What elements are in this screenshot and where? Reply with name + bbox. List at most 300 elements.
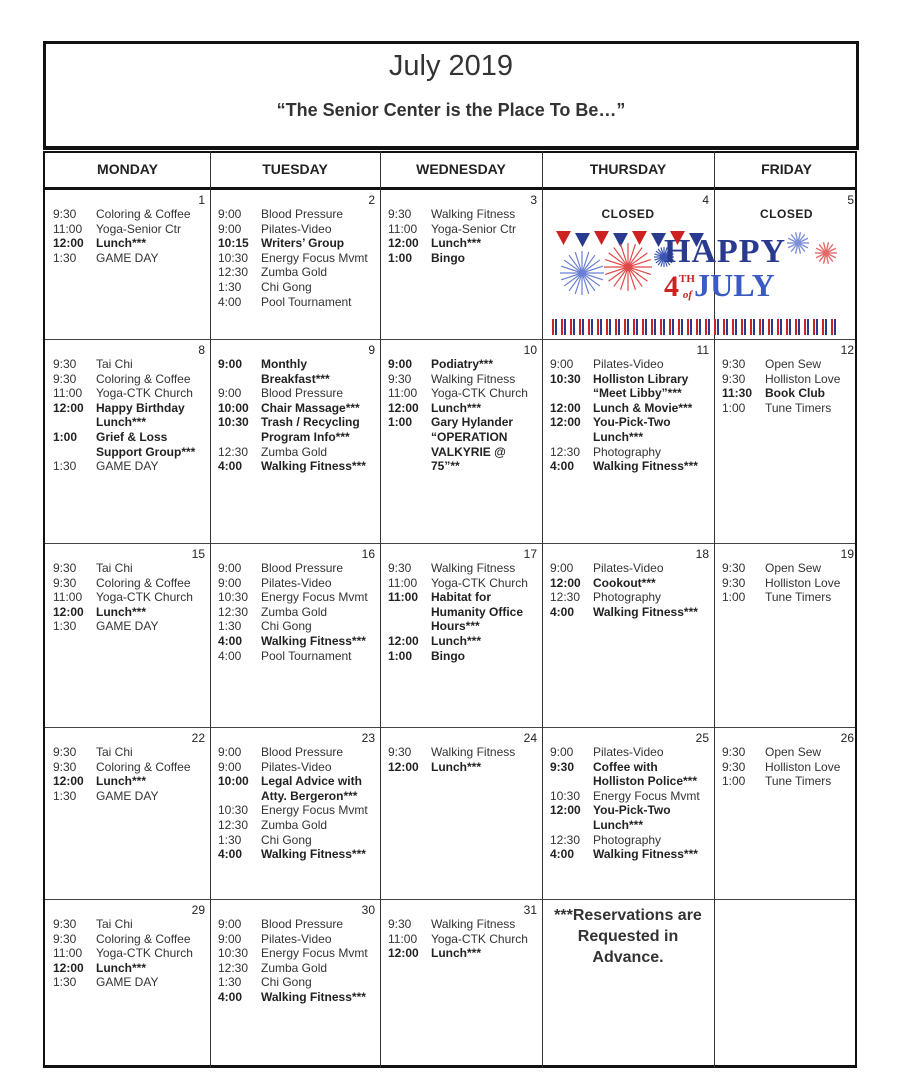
event-activity: Legal Advice with Atty. Bergeron*** <box>261 774 362 803</box>
event-activity: Lunch*** <box>431 633 482 648</box>
event-time: 9:30 <box>53 745 77 759</box>
event-item <box>218 745 374 760</box>
event-item <box>218 236 374 251</box>
event-activity: Tai Chi <box>96 917 133 931</box>
event-time: 1:30 <box>218 975 242 990</box>
event-time: 10:30 <box>218 250 249 265</box>
event-activity: Energy Focus Mvmt <box>261 803 368 818</box>
event-item <box>53 590 204 605</box>
event-item <box>388 649 536 664</box>
event-activity: Walking Fitness <box>431 371 516 386</box>
day-number: 12 <box>840 343 854 357</box>
event-activity: Open Sew <box>765 745 822 759</box>
event-time: 4:00 <box>550 459 575 474</box>
event-activity: Trash / Recycling Program Info*** <box>261 415 360 444</box>
event-time: 11:00 <box>388 386 418 401</box>
event-activity: Coffee with Holliston Police*** <box>593 759 698 789</box>
event-time: 12:30 <box>218 604 249 619</box>
event-activity: Tune Timers <box>765 774 832 789</box>
event-activity: Cookout*** <box>593 575 656 590</box>
event-time: 1:30 <box>53 459 77 474</box>
event-item <box>722 590 853 605</box>
day-number: 4 <box>702 193 709 207</box>
event-time: 9:30 <box>388 917 412 931</box>
event-item <box>218 590 374 605</box>
day-header-friday: FRIDAY <box>761 161 812 177</box>
event-time: 9:00 <box>388 357 413 371</box>
event-activity: Lunch*** <box>96 960 147 975</box>
event-list <box>53 207 204 265</box>
event-item <box>388 207 536 222</box>
event-time: 9:00 <box>218 917 242 931</box>
event-item <box>550 576 708 591</box>
event-time: 9:00 <box>218 759 242 774</box>
event-item <box>388 745 536 760</box>
event-time: 10:30 <box>218 590 249 605</box>
event-activity: Lunch*** <box>431 759 482 774</box>
day-cell <box>210 543 380 727</box>
day-cell <box>542 899 714 1068</box>
event-item <box>722 357 853 372</box>
event-item <box>550 745 708 760</box>
event-activity: Grief & Loss Support Group*** <box>96 429 196 459</box>
event-time: 10:30 <box>218 415 249 430</box>
event-time: 12:30 <box>550 590 581 605</box>
calendar-grid <box>43 151 857 1068</box>
event-activity: Coloring & Coffee <box>96 931 191 946</box>
reservation-note: ***Reservations are Requested in Advance. <box>554 907 702 966</box>
event-item <box>53 975 204 990</box>
day-cell <box>380 189 542 339</box>
event-item <box>218 833 374 848</box>
event-time: 11:00 <box>388 590 419 605</box>
event-item <box>218 295 374 310</box>
event-item <box>218 619 374 634</box>
day-cell <box>714 189 859 339</box>
event-time: 1:00 <box>388 415 413 430</box>
event-activity: Pilates-Video <box>261 931 332 946</box>
event-time: 12:30 <box>218 817 249 832</box>
event-item <box>218 561 374 576</box>
event-item <box>53 561 204 576</box>
event-list <box>388 561 536 663</box>
event-item <box>53 430 204 459</box>
event-activity: Lunch*** <box>431 236 482 251</box>
event-activity: Podiatry*** <box>431 357 494 371</box>
event-item <box>218 265 374 280</box>
event-activity: Lunch*** <box>431 400 482 415</box>
event-time: 12:00 <box>53 960 84 975</box>
event-time: 9:30 <box>53 759 77 774</box>
event-time: 12:30 <box>218 265 249 280</box>
day-number: 24 <box>523 731 537 745</box>
event-item <box>550 415 708 444</box>
event-activity: GAME DAY <box>96 788 159 803</box>
event-list <box>218 745 374 862</box>
event-activity: You-Pick-Two Lunch*** <box>593 415 671 444</box>
event-activity: Walking Fitness <box>431 561 516 575</box>
event-activity: GAME DAY <box>96 459 159 474</box>
event-item <box>388 917 536 932</box>
event-time: 9:30 <box>388 561 412 575</box>
day-cell <box>210 339 380 543</box>
event-activity: Yoga-CTK Church <box>96 386 193 401</box>
event-activity: Walking Fitness*** <box>593 459 698 474</box>
event-activity: You-Pick-Two Lunch*** <box>593 803 671 832</box>
event-activity: Zumba Gold <box>261 604 328 619</box>
event-activity: Pilates-Video <box>261 575 332 590</box>
event-time: 9:30 <box>722 561 746 575</box>
event-time: 9:30 <box>53 561 77 575</box>
event-activity: Energy Focus Mvmt <box>261 946 368 961</box>
event-activity: Holliston Love <box>765 371 841 386</box>
event-activity: Pilates-Video <box>261 759 332 774</box>
event-activity: Lunch*** <box>96 236 147 251</box>
event-activity: Tai Chi <box>96 745 133 759</box>
event-activity: GAME DAY <box>96 250 159 265</box>
event-item <box>388 236 536 251</box>
event-item <box>722 745 853 760</box>
event-activity: Book Club <box>765 386 825 401</box>
event-time: 1:00 <box>388 250 413 265</box>
event-item <box>550 459 708 474</box>
event-time: 4:00 <box>550 604 575 619</box>
event-item <box>550 445 708 460</box>
event-item <box>722 760 853 775</box>
event-item <box>218 847 374 862</box>
event-item <box>550 401 708 416</box>
event-item <box>218 222 374 237</box>
event-activity: Walking Fitness*** <box>261 989 366 1004</box>
event-item <box>218 946 374 961</box>
event-time: 12:00 <box>388 633 419 648</box>
event-time: 11:00 <box>388 931 418 946</box>
event-list <box>53 561 204 634</box>
event-time: 4:00 <box>218 459 243 474</box>
event-item <box>218 459 374 474</box>
day-header-monday: MONDAY <box>97 161 158 177</box>
event-time: 9:00 <box>550 561 574 575</box>
event-activity: Blood Pressure <box>261 917 344 931</box>
calendar-header <box>43 41 859 150</box>
day-number: 30 <box>361 903 375 917</box>
event-activity: Blood Pressure <box>261 386 344 401</box>
day-cell <box>542 339 714 543</box>
event-activity: GAME DAY <box>96 619 159 634</box>
event-item <box>53 619 204 634</box>
event-activity: Bingo <box>431 648 465 663</box>
event-activity: Happy Birthday Lunch*** <box>96 400 185 430</box>
event-time: 11:00 <box>53 386 83 401</box>
event-list <box>53 745 204 803</box>
closed-label: CLOSED <box>601 207 655 221</box>
day-cell <box>380 899 542 1068</box>
event-activity: Yoga-CTK Church <box>431 386 528 401</box>
event-item <box>53 401 204 430</box>
event-item <box>218 961 374 976</box>
event-item <box>218 803 374 818</box>
event-item <box>722 576 853 591</box>
event-item <box>53 605 204 620</box>
event-time: 9:30 <box>722 759 746 774</box>
event-item <box>218 386 374 401</box>
event-item <box>388 634 536 649</box>
day-cell <box>45 899 210 1068</box>
event-item <box>53 745 204 760</box>
event-time: 12:30 <box>550 444 581 459</box>
event-activity: Yoga-Senior Ctr <box>96 221 181 236</box>
event-time: 10:00 <box>218 774 249 789</box>
event-item <box>53 946 204 961</box>
day-cell <box>45 339 210 543</box>
event-item <box>218 917 374 932</box>
event-time: 4:00 <box>218 294 242 309</box>
event-activity: Tune Timers <box>765 400 832 415</box>
event-time: 1:30 <box>218 832 242 847</box>
event-item <box>550 760 708 789</box>
day-cell <box>45 727 210 899</box>
event-time: 4:00 <box>550 847 575 862</box>
event-time: 11:30 <box>722 386 753 401</box>
event-activity: Walking Fitness <box>431 917 516 931</box>
event-time: 1:00 <box>722 400 746 415</box>
event-time: 11:00 <box>53 590 83 605</box>
event-list <box>218 207 374 309</box>
event-time: 4:00 <box>218 847 243 862</box>
event-time: 12:00 <box>550 400 581 415</box>
event-time: 9:30 <box>722 357 746 371</box>
banner-4: 4 <box>664 270 679 303</box>
event-list <box>53 357 204 474</box>
event-time: 12:00 <box>550 575 581 590</box>
day-number: 22 <box>191 731 205 745</box>
calendar-title: July 2019 <box>388 50 514 82</box>
event-time: 9:00 <box>550 357 574 371</box>
event-list <box>722 745 853 789</box>
event-activity: Yoga-Senior Ctr <box>431 221 516 236</box>
day-cell <box>714 727 859 899</box>
event-time: 1:30 <box>53 788 77 803</box>
event-time: 11:00 <box>388 575 418 590</box>
event-activity: Lunch*** <box>96 774 147 789</box>
event-item <box>550 833 708 848</box>
event-activity: Energy Focus Mvmt <box>593 788 700 803</box>
event-item <box>218 445 374 460</box>
event-activity: Energy Focus Mvmt <box>261 590 368 605</box>
day-number: 26 <box>840 731 854 745</box>
day-number: 2 <box>368 193 375 207</box>
event-list <box>722 561 853 605</box>
event-activity: Pilates-Video <box>593 357 664 371</box>
day-cell <box>542 543 714 727</box>
event-activity: Walking Fitness*** <box>593 604 698 619</box>
event-activity: Walking Fitness*** <box>261 459 366 474</box>
event-time: 9:30 <box>53 357 77 371</box>
event-item <box>53 760 204 775</box>
event-activity: Coloring & Coffee <box>96 575 191 590</box>
banner-of: of <box>682 289 693 301</box>
event-time: 9:30 <box>53 207 77 221</box>
event-item <box>53 357 204 372</box>
fireworks-icon <box>780 229 840 269</box>
day-cell <box>380 727 542 899</box>
event-activity: Pool Tournament <box>261 294 352 309</box>
event-time: 9:00 <box>218 575 242 590</box>
event-time: 1:00 <box>53 429 78 444</box>
event-time: 9:00 <box>218 745 242 759</box>
event-time: 12:00 <box>388 946 419 961</box>
event-item <box>388 222 536 237</box>
event-item <box>218 401 374 416</box>
event-list <box>550 561 708 619</box>
event-list <box>218 357 374 474</box>
event-item <box>53 236 204 251</box>
event-time: 4:00 <box>218 648 242 663</box>
event-item <box>53 222 204 237</box>
event-activity: Zumba Gold <box>261 444 328 459</box>
day-number: 3 <box>530 193 537 207</box>
event-time: 1:30 <box>218 279 242 294</box>
event-item <box>388 386 536 401</box>
event-time: 9:30 <box>388 371 412 386</box>
event-activity: Coloring & Coffee <box>96 207 191 221</box>
event-item <box>218 932 374 947</box>
event-time: 10:30 <box>550 371 581 386</box>
day-cell <box>714 339 859 543</box>
event-activity: Tai Chi <box>96 357 133 371</box>
event-time: 9:00 <box>218 931 242 946</box>
day-cell <box>45 543 210 727</box>
event-list <box>53 917 204 990</box>
event-item <box>53 774 204 789</box>
event-item <box>388 590 536 634</box>
event-list <box>218 917 374 1005</box>
event-time: 12:00 <box>550 803 581 818</box>
event-item <box>53 386 204 401</box>
event-activity: Pilates-Video <box>593 561 664 575</box>
event-time: 12:00 <box>53 604 84 619</box>
day-number: 23 <box>361 731 375 745</box>
event-time: 12:30 <box>218 444 249 459</box>
event-item <box>550 372 708 401</box>
event-item <box>550 803 708 832</box>
event-item <box>53 917 204 932</box>
event-time: 9:30 <box>53 931 77 946</box>
event-activity: Pilates-Video <box>261 221 332 236</box>
event-item <box>218 576 374 591</box>
event-item <box>722 774 853 789</box>
day-number: 5 <box>847 193 854 207</box>
event-activity: Bingo <box>431 250 465 265</box>
event-activity: Yoga-CTK Church <box>96 946 193 961</box>
event-item <box>388 415 536 473</box>
event-activity: Holliston Love <box>765 575 841 590</box>
event-activity: Walking Fitness <box>431 207 516 221</box>
event-activity: Zumba Gold <box>261 960 328 975</box>
event-time: 11:00 <box>388 221 418 236</box>
event-time: 11:00 <box>53 946 83 961</box>
day-number: 19 <box>840 547 854 561</box>
event-time: 9:30 <box>53 917 77 931</box>
event-time: 9:30 <box>388 207 412 221</box>
event-item <box>218 649 374 664</box>
event-activity: Holliston Library “Meet Libby”*** <box>593 371 689 401</box>
event-item <box>218 207 374 222</box>
event-item <box>550 357 708 372</box>
event-activity: Coloring & Coffee <box>96 759 191 774</box>
day-header-wednesday: WEDNESDAY <box>416 161 506 177</box>
day-number: 29 <box>191 903 205 917</box>
event-time: 1:30 <box>53 619 77 634</box>
event-time: 12:30 <box>550 832 581 847</box>
event-item <box>388 401 536 416</box>
day-cell <box>210 189 380 339</box>
event-time: 9:30 <box>722 575 746 590</box>
event-activity: Walking Fitness*** <box>261 633 366 648</box>
day-number: 10 <box>523 343 537 357</box>
event-activity: Zumba Gold <box>261 265 328 280</box>
banner-happy-text: HAPPY <box>664 233 787 270</box>
event-item <box>550 847 708 862</box>
event-time: 12:00 <box>53 400 84 415</box>
event-time: 9:00 <box>218 357 243 371</box>
day-cell <box>542 189 787 339</box>
event-item <box>218 990 374 1005</box>
event-time: 9:30 <box>53 575 77 590</box>
calendar-subtitle: “The Senior Center is the Place To Be…” <box>276 100 626 120</box>
event-activity: Monthly Breakfast*** <box>261 357 330 386</box>
day-cell <box>210 727 380 899</box>
event-item <box>53 251 204 266</box>
event-item <box>388 372 536 387</box>
event-time: 10:30 <box>550 788 581 803</box>
event-activity: Photography <box>593 590 662 605</box>
event-activity: Holliston Love <box>765 759 841 774</box>
event-activity: Blood Pressure <box>261 745 344 759</box>
event-item <box>218 415 374 444</box>
event-time: 4:00 <box>218 989 243 1004</box>
day-number: 8 <box>198 343 205 357</box>
event-activity: Coloring & Coffee <box>96 371 191 386</box>
day-number: 11 <box>696 343 709 357</box>
event-activity: Tune Timers <box>765 590 832 605</box>
event-time: 9:00 <box>218 561 242 575</box>
event-activity: Lunch*** <box>96 604 147 619</box>
event-item <box>218 280 374 295</box>
event-item <box>218 774 374 803</box>
event-time: 12:00 <box>388 400 419 415</box>
event-list <box>388 207 536 265</box>
event-item <box>722 386 853 401</box>
event-time: 10:30 <box>218 946 249 961</box>
event-item <box>53 207 204 222</box>
event-item <box>388 932 536 947</box>
event-activity: Lunch & Movie*** <box>593 400 693 415</box>
event-activity: Chi Gong <box>261 832 312 847</box>
event-item <box>722 372 853 387</box>
event-item <box>53 459 204 474</box>
event-activity: Photography <box>593 444 662 459</box>
event-item <box>53 372 204 387</box>
event-item <box>388 357 536 372</box>
event-activity: Habitat for Humanity Office Hours*** <box>431 590 524 634</box>
event-item <box>550 590 708 605</box>
event-item <box>550 605 708 620</box>
event-time: 1:30 <box>53 250 77 265</box>
event-activity: Walking Fitness*** <box>261 847 366 862</box>
event-activity: Blood Pressure <box>261 207 344 221</box>
event-activity: Yoga-CTK Church <box>431 575 528 590</box>
